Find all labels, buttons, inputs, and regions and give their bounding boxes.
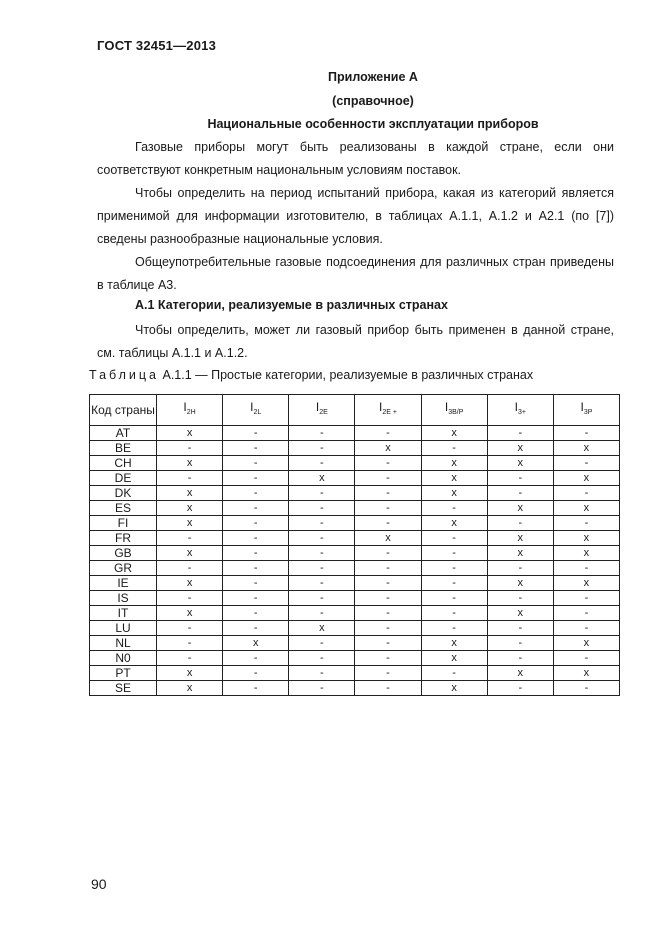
category-mark-cell: - [289,426,355,441]
category-mark-cell: x [553,471,619,486]
category-mark-cell: - [223,606,289,621]
category-mark-cell: x [487,666,553,681]
category-mark-cell: - [223,666,289,681]
category-mark-cell: - [289,531,355,546]
category-mark-cell: - [355,651,421,666]
country-code-cell: IS [90,591,157,606]
category-mark-cell: - [487,636,553,651]
category-mark-cell: - [157,531,223,546]
category-mark-cell: - [355,561,421,576]
country-code-cell: CH [90,456,157,471]
category-subscript: 2H [186,409,196,416]
category-mark-cell: - [157,591,223,606]
category-mark-cell: x [553,546,619,561]
category-mark-cell: - [355,666,421,681]
category-mark-cell: x [355,531,421,546]
category-mark-cell: x [487,576,553,591]
category-mark-cell: x [421,426,487,441]
column-header-category [157,395,223,426]
category-mark-cell: - [553,606,619,621]
table-row [90,606,620,621]
paragraph-text: Общеупотребительные газовые подсоединения для различных стран приведены в таблице А3. [97,255,614,292]
category-mark-cell: - [223,471,289,486]
category-mark-cell: - [223,681,289,696]
category-mark-cell: - [355,636,421,651]
category-mark-cell: - [553,591,619,606]
category-mark-cell: - [553,426,619,441]
category-subscript: 2E [319,409,328,416]
category-mark-cell: x [157,516,223,531]
paragraph-text: Чтобы определить на период испытаний прибора, какая из категорий является применимой для информации изготовителю, в таблицах А.1.1, А.1.2 и А2.1 (по [7]) сведены разнообразные национальные условия. [97,186,614,246]
country-code-cell: DE [90,471,157,486]
category-mark-cell: - [223,441,289,456]
category-mark-cell: x [157,426,223,441]
category-mark-cell: - [289,456,355,471]
category-mark-cell: - [289,636,355,651]
category-mark-cell: x [421,636,487,651]
category-mark-cell: x [487,531,553,546]
category-mark-cell: - [223,516,289,531]
category-mark-cell: - [553,516,619,531]
category-mark-cell: x [487,606,553,621]
category-mark-cell: - [157,621,223,636]
category-mark-cell: - [553,681,619,696]
category-subscript: 2L [253,409,262,416]
category-mark-cell: - [487,621,553,636]
category-mark-cell: - [223,456,289,471]
table-row [90,471,620,486]
category-mark-cell: - [421,576,487,591]
category-mark-cell: - [223,531,289,546]
category-mark-cell: - [289,501,355,516]
column-header-category [289,395,355,426]
category-mark-cell: - [289,546,355,561]
category-mark-cell: - [553,561,619,576]
category-symbol: I [250,400,254,414]
category-mark-cell: x [157,501,223,516]
category-mark-cell: - [487,486,553,501]
category-mark-cell: x [487,501,553,516]
country-code-cell: FI [90,516,157,531]
category-mark-cell: - [289,591,355,606]
country-code-cell: GR [90,561,157,576]
category-mark-cell: x [421,486,487,501]
table-row [90,561,620,576]
category-mark-cell: - [157,441,223,456]
category-mark-cell: - [355,576,421,591]
country-code-cell: DK [90,486,157,501]
column-header-category [487,395,553,426]
category-mark-cell: - [157,651,223,666]
category-mark-cell: x [553,501,619,516]
category-subscript: 3+ [517,409,526,416]
table-row [90,531,620,546]
category-mark-cell: x [289,621,355,636]
category-mark-cell: - [487,426,553,441]
category-mark-cell: - [553,621,619,636]
appendix-heading: Национальные особенности эксплуатации приборов [207,117,539,131]
category-mark-cell: - [223,501,289,516]
category-mark-cell: - [487,681,553,696]
table-row [90,666,620,681]
category-mark-cell: x [355,441,421,456]
country-code-cell: AT [90,426,157,441]
country-code-cell: LU [90,621,157,636]
category-mark-cell: - [553,486,619,501]
column-header-category [553,395,619,426]
category-mark-cell: - [289,681,355,696]
category-mark-cell: - [289,516,355,531]
country-code-cell: SE [90,681,157,696]
category-mark-cell: - [355,486,421,501]
category-mark-cell: - [223,621,289,636]
intro-paragraph-2 [97,182,614,251]
document-standard-header: ГОСТ 32451—2013 [97,38,216,53]
country-code-cell: N0 [90,651,157,666]
category-symbol: I [379,400,383,414]
category-mark-cell: x [157,546,223,561]
category-mark-cell: x [289,471,355,486]
category-mark-cell: - [553,456,619,471]
category-mark-cell: - [421,441,487,456]
category-symbol: I [444,400,449,414]
category-mark-cell: - [157,636,223,651]
category-mark-cell: x [553,441,619,456]
category-mark-cell: - [157,471,223,486]
appendix-type: (справочное) [332,94,414,108]
category-mark-cell: - [223,576,289,591]
intro-paragraph-3 [97,251,614,297]
category-mark-cell: x [553,531,619,546]
category-subscript: 3B/P [448,409,464,416]
table-row [90,426,620,441]
category-symbol: I [183,400,187,414]
table-row [90,456,620,471]
category-mark-cell: - [355,501,421,516]
category-mark-cell: x [157,576,223,591]
country-code-cell: NL [90,636,157,651]
category-mark-cell: x [157,681,223,696]
category-mark-cell: - [355,621,421,636]
table-row [90,441,620,456]
category-mark-cell: - [289,561,355,576]
category-mark-cell: x [421,456,487,471]
category-mark-cell: - [157,561,223,576]
country-code-cell: IT [90,606,157,621]
country-code-cell: ES [90,501,157,516]
column-header-category [421,395,487,426]
paragraph-text: Газовые приборы могут быть реализованы в каждой стране, если они соответствуют конкретным национальным условиям поставок. [97,140,614,177]
table-body [90,426,620,696]
category-mark-cell: x [487,441,553,456]
table-row [90,591,620,606]
category-mark-cell: - [223,426,289,441]
category-mark-cell: - [421,591,487,606]
category-mark-cell: - [487,651,553,666]
category-mark-cell: - [421,606,487,621]
category-mark-cell: - [355,471,421,486]
table-caption [89,368,533,382]
category-mark-cell: x [553,666,619,681]
category-mark-cell: - [355,516,421,531]
table-row [90,501,620,516]
category-mark-cell: - [355,426,421,441]
category-mark-cell: x [421,471,487,486]
country-code-cell: GB [90,546,157,561]
category-subscript: 3P [583,409,593,416]
category-mark-cell: x [223,636,289,651]
country-code-cell: PT [90,666,157,681]
category-mark-cell: - [355,591,421,606]
category-mark-cell: - [355,456,421,471]
table-caption-text: А.1.1 — Простые категории, реализуемые в различных странах [159,368,534,382]
intro-paragraph-1 [97,136,614,182]
category-mark-cell: - [223,546,289,561]
category-mark-cell: - [421,531,487,546]
column-header-country-code: Код страны [90,395,157,426]
category-mark-cell: - [223,651,289,666]
column-header-category [355,395,421,426]
category-mark-cell: x [487,456,553,471]
category-mark-cell: - [289,576,355,591]
category-mark-cell: x [157,666,223,681]
category-mark-cell: - [421,666,487,681]
category-mark-cell: - [421,501,487,516]
category-mark-cell: - [355,546,421,561]
category-mark-cell: - [289,606,355,621]
section-heading: А.1 Категории, реализуемые в различных странах [135,298,448,312]
category-mark-cell: - [355,681,421,696]
category-mark-cell: - [553,651,619,666]
table-header-row [90,395,620,426]
table-row [90,576,620,591]
category-mark-cell: - [223,486,289,501]
category-mark-cell: x [487,546,553,561]
table-row [90,636,620,651]
paragraph-text: Чтобы определить, может ли газовый прибор быть применен в данной стране, см. таблицы А.1.1 и А.1.2. [97,323,614,360]
country-code-cell: FR [90,531,157,546]
category-mark-cell: - [289,666,355,681]
category-mark-cell: - [223,561,289,576]
category-mark-cell: x [553,576,619,591]
country-code-cell: IE [90,576,157,591]
category-mark-cell: - [355,606,421,621]
category-symbol: I [514,400,518,414]
category-mark-cell: - [421,621,487,636]
category-mark-cell: x [421,651,487,666]
table-row [90,516,620,531]
category-mark-cell: x [553,636,619,651]
category-mark-cell: - [289,441,355,456]
table-row [90,651,620,666]
category-mark-cell: - [421,546,487,561]
category-mark-cell: - [487,561,553,576]
category-mark-cell: - [289,651,355,666]
table-row [90,621,620,636]
category-symbol: I [315,400,320,414]
category-mark-cell: - [223,591,289,606]
category-symbol: I [580,400,584,414]
category-mark-cell: - [487,471,553,486]
table-caption-prefix: Таблица [89,368,160,382]
page-number: 90 [91,876,107,892]
category-mark-cell: x [157,486,223,501]
category-mark-cell: - [487,591,553,606]
country-code-cell: BE [90,441,157,456]
appendix-title: Приложение А [328,70,418,84]
category-subscript: 2E + [382,409,397,416]
categories-table [89,394,620,696]
category-mark-cell: - [289,486,355,501]
category-mark-cell: x [157,606,223,621]
category-mark-cell: x [157,456,223,471]
column-header-category [223,395,289,426]
table-row [90,486,620,501]
table-row [90,546,620,561]
category-mark-cell: x [421,681,487,696]
category-mark-cell: - [421,561,487,576]
section-paragraph [97,319,614,365]
category-mark-cell: x [421,516,487,531]
category-mark-cell: - [487,516,553,531]
table-row [90,681,620,696]
